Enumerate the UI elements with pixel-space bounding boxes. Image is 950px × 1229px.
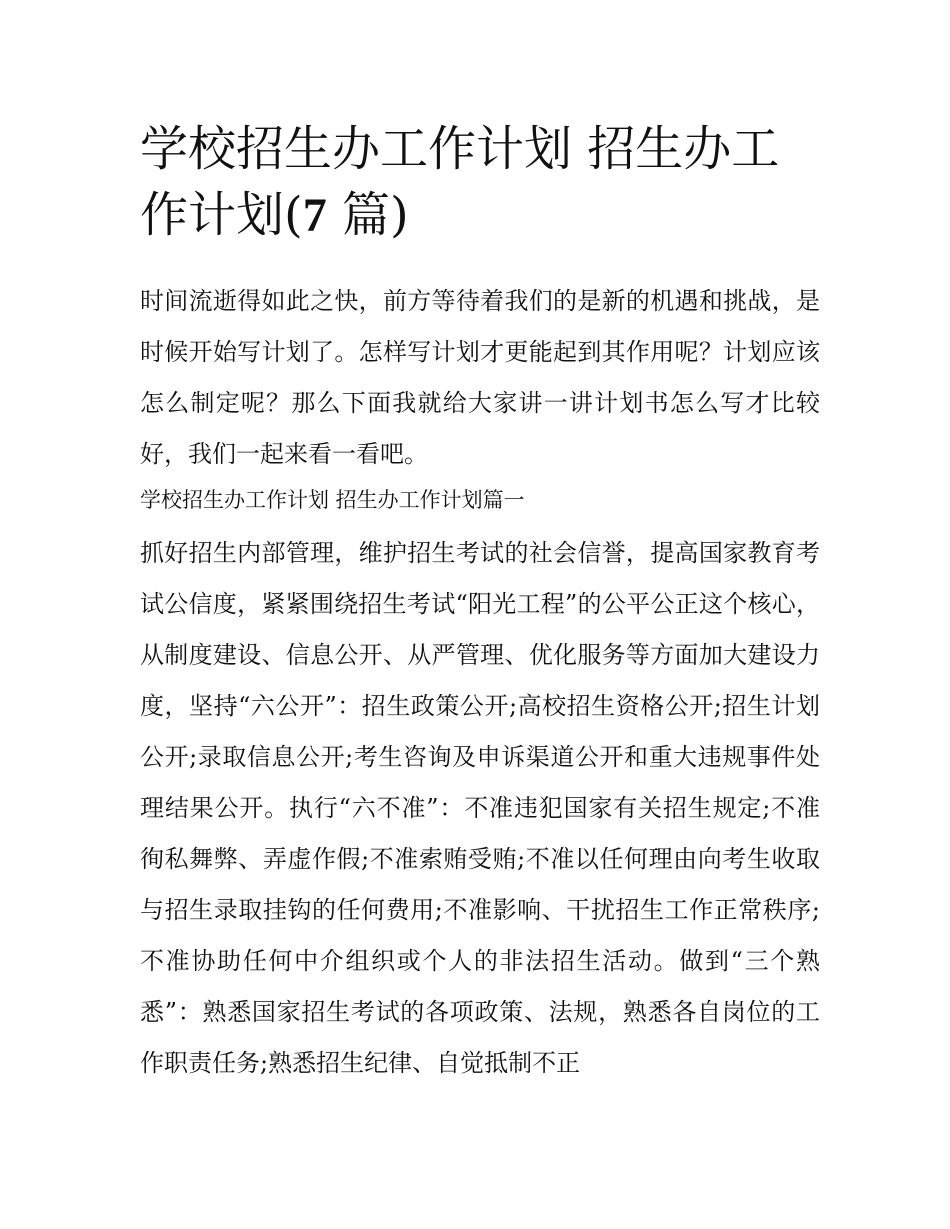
title-suffix: 篇) [326,187,409,243]
title-text: 学校招生办工作计划 招生办工作计划( [140,121,780,243]
section-heading: 学校招生办工作计划 招生办工作计划篇一 [140,488,525,512]
document-title [140,116,820,249]
title-count: 7 [302,189,327,242]
intro-paragraph: 时间流逝得如此之快，前方等待着我们的是新的机遇和挑战，是时候开始写计划了。怎样写计划才更能起到其作用呢？计划应该怎么制定呢？那么下面我就给大家讲一讲计划书怎么写才比较好，我们一起来看一看吧。 [140,287,820,468]
body-paragraph: 抓好招生内部管理，维护招生考试的社会信誉，提高国家教育考试公信度，紧紧围绕招生考试“阳光工程”的公平公正这个核心，从制度建设、信息公开、从严管理、优化服务等方面加大建设力度，坚持“六公开”：招生政策公开;高校招生资格公开;招生计划公开;录取信息公开;考生咨询及申诉渠道公开和重大违规事件处理结果公开。执行“六不准”：不准违犯国家有关招生规定;不准徇私舞弊、弄虚作假;不准索贿受贿;不准以任何理由向考生收取与招生录取挂钩的任何费用;不准影响、干扰招生工作正常秩序;不准协助任何中介组织或个人的非法招生活动。做到“三个熟悉”：熟悉国家招生考试的各项政策、法规，熟悉各自岗位的工作职责任务;熟悉招生纪律、自觉抵制不正 [140,539,820,1077]
